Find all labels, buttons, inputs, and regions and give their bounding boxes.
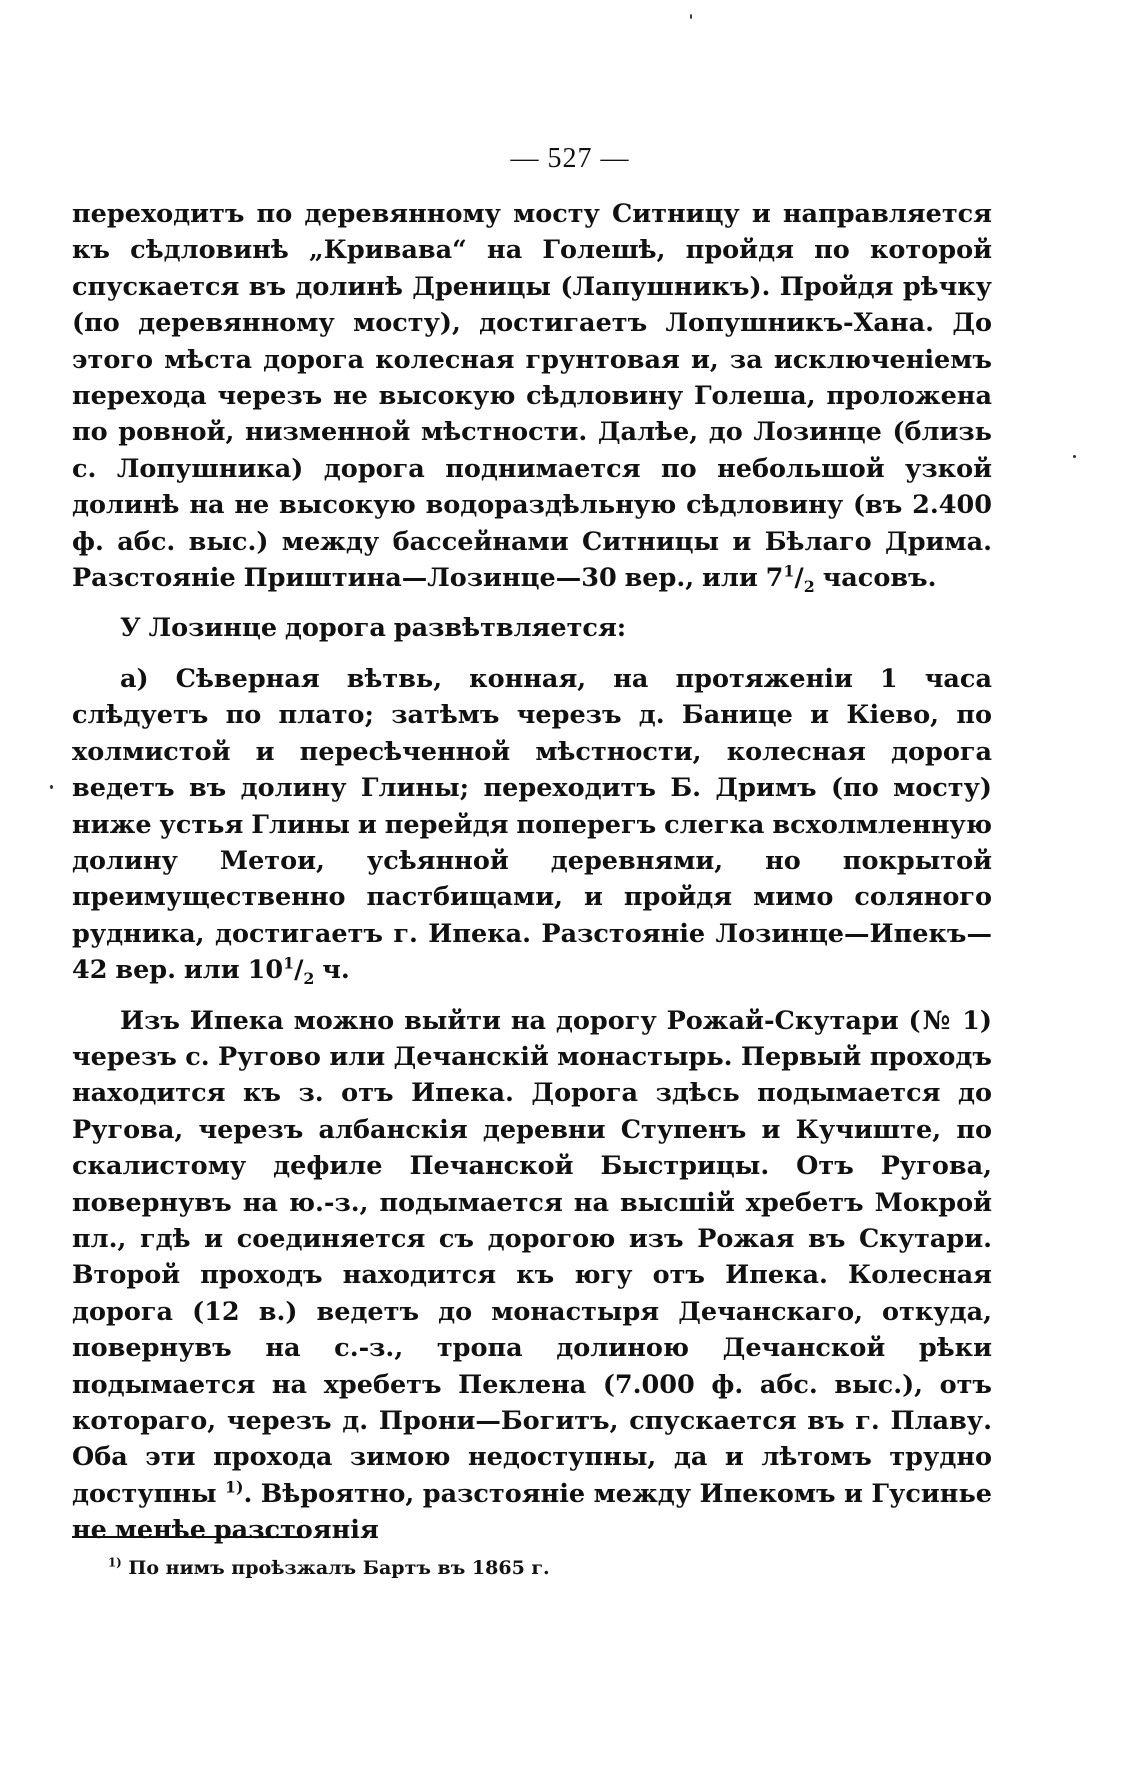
- paragraph-1-text: переходитъ по деревянному мосту Ситницу и направляется къ сѣдловинѣ „Кривава“ на Голешѣ, пройдя по которой спускается въ долинѣ Дреницы (Лапушникъ). Пройдя рѣчку (по деревянному мосту), достигаетъ Лопушникъ-Хана. До этого мѣста дорога колесная грунтовая и, за исключеніемъ перехода черезъ не высокую сѣдловину Голеша, проложена по ровной, низменной мѣстности. Далѣе, до Лозинце (близь с. Лопушника) дорога поднимается по небольшой узкой долинѣ на не высокую водораздѣльную сѣдловину (въ 2.400 ф. абс. выс.) между бассейнами Ситницы и Бѣлаго Дрима. Разстояніе Приштина—Лозинце—30 вер., или 7: [72, 199, 992, 594]
- paragraph-2-text: У Лозинце дорога развѣтвляется:: [120, 613, 627, 644]
- footnote-marker: 1): [108, 1555, 122, 1570]
- body-text: [72, 196, 992, 1549]
- paragraph-3-text: a) Сѣверная вѣтвь, конная, на протяженіи 1 часа слѣдуетъ по плато; затѣмъ черезъ д. Баницe и Кіево, по холмистой и пересѣченной мѣстности, колесная дорога ведетъ въ долину Глины; переходитъ Б. Дримъ (по мосту) ниже устья Глины и перейдя поперегъ слегка всхолмленную долину Метои, усѣянной деревнями, но покрытой преимущественно пастбищами, и пройдя мимо соляного рудника, достигаетъ г. Ипека. Разстояніе Лозинце—Ипекъ—42 вер. или 10: [72, 663, 992, 986]
- scan-speck: [690, 14, 692, 19]
- scan-speck: [1073, 455, 1076, 458]
- fraction-numerator: 1: [283, 953, 295, 973]
- paragraph-4: [72, 1003, 992, 1549]
- fraction-denominator: 2: [803, 577, 815, 597]
- footnote-divider: [72, 1536, 302, 1538]
- paragraph-1: [72, 196, 992, 596]
- fraction-denominator: 2: [303, 969, 315, 989]
- paragraph-4-text: Изъ Ипека можно выйти на дорогу Рожай-Скутари (№ 1) черезъ с. Ругово или Дечанскій монастырь. Первый проходъ находится къ з. отъ Ипека. Дорога здѣсь подымается до Ругова, черезъ албанскія деревни Ступенъ и Кучиште, по скалистому дефиле Печанской Быстрицы. Отъ Ругова, повернувъ на ю.-з., подымается на высшій хребетъ Мокрой пл., гдѣ и соединяется съ дорогою изъ Рожая въ Скутари. Второй проходъ находится къ югу отъ Ипека. Колесная дорога (12 в.) ведетъ до монастыря Дечанскаго, откуда, повернувъ на с.-з., тропа долиною Дечанской рѣки подымается на хребетъ Пеклена (7.000 ф. абс. выс.), отъ котораго, черезъ д. Прони—Богитъ, спускается въ г. Плаву. Оба эти прохода зимою недоступны, да и лѣтомъ трудно доступны: [72, 1005, 992, 1509]
- paragraph-4-tail: . Вѣроятно, разстояніе между Ипекомъ и Гусинье не менѣе разстоянія: [72, 1478, 992, 1546]
- paragraph-3-tail: ч.: [314, 955, 350, 986]
- footnote-text: По нимъ проѣзжалъ Бартъ въ 1865 г.: [121, 1557, 550, 1579]
- footnote: [108, 1555, 550, 1581]
- fraction-slash: /: [294, 955, 304, 986]
- paragraph-1-tail: часовъ.: [814, 563, 937, 594]
- fraction-slash: /: [794, 563, 804, 594]
- paragraph-2: [72, 610, 992, 646]
- page-number: — 527 —: [510, 143, 630, 174]
- paragraph-3: [72, 661, 992, 989]
- footnote-reference[interactable]: 1): [225, 1477, 244, 1497]
- scan-speck: [50, 785, 53, 789]
- fraction-numerator: 1: [783, 561, 795, 581]
